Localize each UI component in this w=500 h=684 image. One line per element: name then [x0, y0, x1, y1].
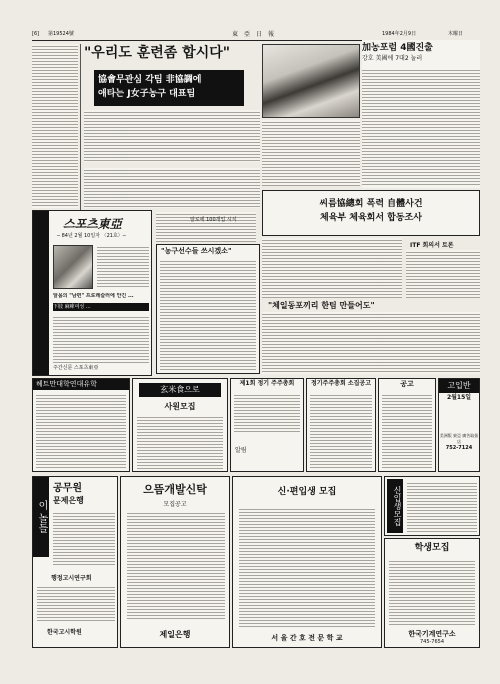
nursing-school-ad	[232, 476, 382, 648]
ad-footer: 주간신문 스포츠東亞	[53, 365, 99, 371]
bank-name: 제일은행	[159, 630, 191, 639]
student-recruit-title: 학생모집	[414, 543, 450, 553]
federation-ad-text	[36, 393, 126, 469]
itf-text	[406, 250, 480, 298]
hockey-article	[362, 40, 480, 188]
ad-headline-1: 알몸의 "남편" 프로레슬러에 안긴 ...	[53, 293, 134, 299]
hockey-headline: 加농포럼 4國진출	[362, 43, 433, 53]
itf-note: ITF 회의서 토론	[410, 242, 454, 249]
sports-donga-side-label	[33, 211, 49, 375]
nursing-text	[239, 507, 375, 627]
recruit-title: 사원모집	[164, 402, 196, 411]
federation-ad-title: 헤트만대학연대유학	[33, 379, 129, 390]
trust-text	[127, 511, 225, 619]
sports-donga-ad	[32, 210, 152, 376]
ssireum-headline-1: 씨름協總회 폭력 自體사건	[319, 199, 423, 209]
basketball-quote-box	[156, 244, 260, 374]
federation-ad	[32, 378, 130, 472]
trust-subtitle: 모집공고	[163, 501, 187, 508]
hockey-photo	[262, 44, 360, 118]
announce-ad	[378, 378, 436, 472]
announce-text	[382, 393, 432, 469]
board-title: 고입반	[439, 379, 479, 393]
mail-title: 美洲版 東亞 廣告取扱店	[439, 433, 479, 444]
institute-ad	[384, 538, 480, 648]
ad-body-text	[53, 315, 149, 363]
ad-side-text	[97, 245, 149, 289]
photo-caption	[262, 120, 360, 186]
hyunmi-ad-text	[137, 415, 223, 469]
resident-text	[262, 312, 480, 374]
hyunmi-ad	[132, 378, 228, 472]
aloe-note: 알로에 100개입 시식	[190, 217, 237, 223]
sports-donga-brand: 스포츠東亞	[63, 217, 122, 231]
notice-label: 알림	[235, 447, 247, 454]
subheadline-2: 애타는 J女子농구 대표팀	[98, 89, 196, 99]
hyunmi-ad-title: 玄米食으로	[139, 383, 221, 397]
new-student-text	[407, 481, 477, 533]
subheadline-box	[94, 70, 244, 106]
page-number: [6]	[32, 31, 40, 37]
institute-name: 한국기계연구소	[408, 630, 456, 638]
trust-ad	[120, 476, 230, 648]
board-date: 2월15일	[446, 394, 472, 401]
gathering-text	[310, 393, 372, 469]
issue-number: 第19524號	[48, 31, 74, 37]
paper-name: 東亞日報	[232, 31, 281, 38]
ad-headline-2: 下肢 麻痺여성 ...	[53, 303, 149, 311]
edu-side-label: 이 놀들	[33, 477, 49, 557]
civil-exam-ad	[32, 476, 118, 648]
nursing-school-name: 서 울 간 호 전 문 학 교	[271, 634, 343, 642]
korean-resident-quote: "체일동포끼리 한팀 만들어도"	[268, 301, 375, 310]
gathering-ad	[306, 378, 376, 472]
new-student-label: 신입생모집	[387, 479, 403, 533]
notice-ad	[230, 378, 304, 472]
ssireum-headline-2: 체육부 체육회서 합동조사	[320, 213, 422, 223]
publisher-text	[37, 585, 115, 621]
subheadline-1: 協會무관심 각팀 非協調에	[98, 75, 202, 85]
headline-body-text-2	[84, 168, 260, 208]
notice-text	[234, 393, 300, 433]
civil-exam-title: 공무원	[53, 483, 82, 494]
problem-bank-title: 문제은행	[53, 496, 84, 505]
gathering-title: 정기주주총회 소집공고	[310, 380, 372, 387]
new-student-ad	[384, 476, 480, 536]
main-headline	[84, 42, 260, 68]
left-text-column	[32, 44, 78, 208]
nursing-title: 신·편입생 모집	[277, 487, 337, 497]
weekday: 木曜日	[448, 31, 464, 37]
institute-phone: 745-7654	[419, 639, 445, 645]
headline-body-text	[84, 110, 260, 162]
civil-exam-text	[53, 511, 115, 567]
headline-quote: "우리도 훈련좀 합시다"	[84, 45, 231, 61]
announce-title: 공고	[400, 380, 414, 388]
portrait-photo	[53, 245, 93, 289]
ssireum-article	[262, 190, 480, 236]
ssireum-text	[262, 238, 402, 298]
trust-title: 으뜸개발신탁	[143, 483, 207, 496]
board-ad	[438, 378, 480, 472]
hockey-subhead: 강호 美國에 7대2 눌러	[362, 55, 423, 62]
notice-title: 제1회 정기 주주총회	[239, 380, 295, 387]
basketball-text	[160, 259, 256, 371]
issue-date: 1984年2月9日	[382, 31, 417, 37]
school-name: 한국고시학원	[47, 629, 82, 636]
publisher-name: 행정고시연구회	[51, 575, 92, 582]
hockey-text	[362, 68, 480, 186]
sports-donga-issue: ─ 84년 2월 10일자 〈21호〉─	[57, 233, 126, 239]
mail-phone: 752-7124	[445, 445, 473, 451]
basketball-quote: "농구선수들 쓰시겠소"	[161, 247, 232, 255]
institute-text	[389, 559, 475, 625]
